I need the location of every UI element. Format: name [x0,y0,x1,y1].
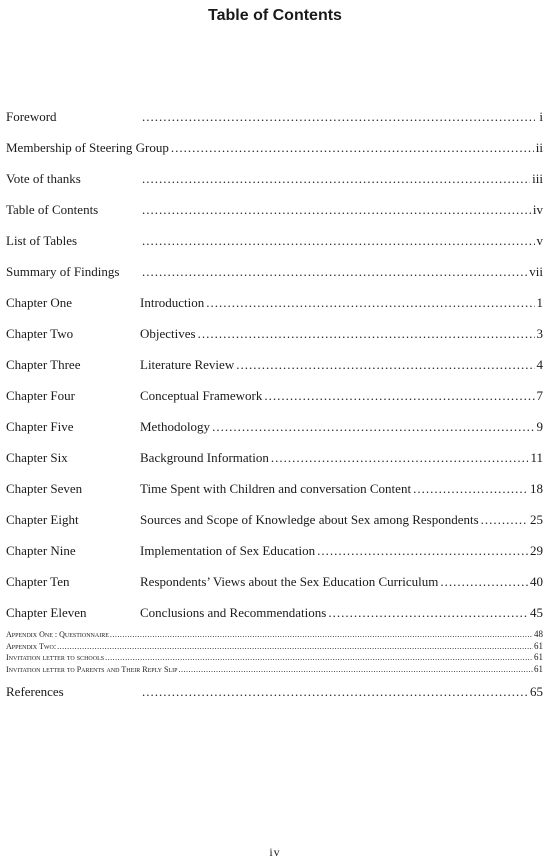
toc-entry-label: Foreword [6,109,57,124]
toc-entry-label: Table of Contents [6,202,99,217]
chapter-title: Conclusions and Recommendations [140,605,327,620]
chapter-label: Chapter Nine [6,543,76,558]
chapter-title: Implementation of Sex Education [140,543,316,558]
toc-entry-label: Appendix One : Questionnaire [6,630,109,639]
toc-entry-label: References [6,684,64,699]
toc-page-number: v [536,233,543,248]
toc-entry-invitation-parents[interactable] [6,664,543,676]
toc-entry-table-of-contents[interactable] [6,199,543,230]
dot-leader [142,106,535,128]
page-title: Table of Contents [208,7,342,24]
toc-entry-label: Invitation letter to Parents and Their Reply Slip [6,664,178,674]
toc-entry-vote-of-thanks[interactable] [6,168,543,199]
chapter-label: Chapter Eleven [6,605,87,620]
toc-page-number: 25 [530,512,543,527]
toc-entry-label: Appendix Two: [6,641,57,651]
toc-entry-chapter-two[interactable] [6,323,543,354]
chapter-label: Chapter Six [6,450,68,465]
dot-leader [236,354,534,376]
chapter-label: Chapter Eight [6,512,79,527]
dot-leader [142,261,527,283]
chapter-label: Chapter Three [6,357,81,372]
toc-page-number: 9 [536,419,543,434]
dot-leader [105,652,533,663]
toc-entry-label: Summary of Findings [6,264,120,279]
toc-page-number: 29 [530,543,543,558]
toc-page-number: 61 [534,640,543,651]
toc-page-number: 3 [536,326,543,341]
dot-leader [440,571,528,593]
dot-leader [317,540,528,562]
toc-entry-label: List of Tables [6,233,78,248]
dot-leader [264,385,534,407]
chapter-title: Respondents’ Views about the Sex Education Curriculum [140,574,439,589]
chapter-title: Sources and Scope of Knowledge about Sex among Respondents [140,512,479,527]
toc-page-number: ii [535,140,543,155]
chapter-label: Chapter Five [6,419,74,434]
toc-entry-chapter-seven[interactable] [6,478,543,509]
toc-entry-label: Invitation letter to schools [6,653,105,662]
dot-leader [171,137,534,159]
chapter-label: Chapter Two [6,326,74,341]
toc-page-number: 65 [530,684,543,699]
toc-entry-chapter-six[interactable] [6,447,543,478]
chapter-title: Conceptual Framework [140,388,263,403]
toc-entry-chapter-nine[interactable] [6,540,543,571]
toc-page-number: 7 [536,388,543,403]
dot-leader [198,323,535,345]
toc-entry-chapter-ten[interactable] [6,571,543,602]
chapter-label: Chapter Four [6,388,75,403]
chapter-title: Background Information [140,450,269,465]
toc-page-number: 11 [530,450,543,465]
dot-leader [142,681,528,703]
dot-leader [142,168,530,190]
dot-leader [110,629,533,640]
dot-leader [178,664,533,675]
toc-page-number: 4 [536,357,543,372]
toc-entry-summary-of-findings[interactable] [6,261,543,292]
toc-page-number: i [539,109,543,124]
toc-entry-label: Vote of thanks [6,171,81,186]
toc-entry-membership[interactable] [6,137,543,168]
chapter-title: Introduction [140,295,205,310]
dot-leader [413,478,528,500]
dot-leader [328,602,528,624]
toc-entry-references[interactable] [6,681,543,712]
dot-leader [212,416,534,438]
toc-page-number: 61 [534,652,543,662]
chapter-label: Chapter Ten [6,574,70,589]
dot-leader [271,447,529,469]
chapter-title: Literature Review [140,357,235,372]
dot-leader [57,641,533,652]
toc-page-number: 18 [530,481,543,496]
toc-page-number: 48 [534,629,543,639]
appendix-list [6,629,543,675]
toc-entry-list-of-tables[interactable] [6,230,543,261]
dot-leader [142,199,531,221]
chapter-label: Chapter One [6,295,73,310]
toc-entry-invitation-schools[interactable] [6,652,543,664]
toc-entry-label: Membership of Steering Group [6,140,169,155]
toc-page-number: 61 [534,663,543,674]
toc-entry-chapter-three[interactable] [6,354,543,385]
chapter-title: Time Spent with Children and conversation Content [140,481,412,496]
toc-page-number: vii [529,264,543,279]
table-of-contents [6,106,543,712]
chapter-title: Methodology [140,419,211,434]
toc-entry-appendix-one[interactable] [6,629,543,641]
footer-page-number: iv [269,845,281,859]
chapter-title: Objectives [140,326,196,341]
toc-page-number: 45 [530,605,543,620]
toc-page-number: iv [532,202,543,217]
toc-page-number: iii [532,171,543,186]
toc-entry-chapter-one[interactable] [6,292,543,323]
toc-page-number: 1 [536,295,543,310]
toc-entry-chapter-five[interactable] [6,416,543,447]
toc-page-number: 40 [530,574,543,589]
dot-leader [481,509,528,531]
toc-entry-chapter-eight[interactable] [6,509,543,540]
chapter-label: Chapter Seven [6,481,83,496]
toc-entry-appendix-two[interactable] [6,641,543,653]
toc-entry-chapter-four[interactable] [6,385,543,416]
dot-leader [142,230,535,252]
toc-entry-foreword[interactable] [6,106,543,137]
dot-leader [206,292,534,314]
